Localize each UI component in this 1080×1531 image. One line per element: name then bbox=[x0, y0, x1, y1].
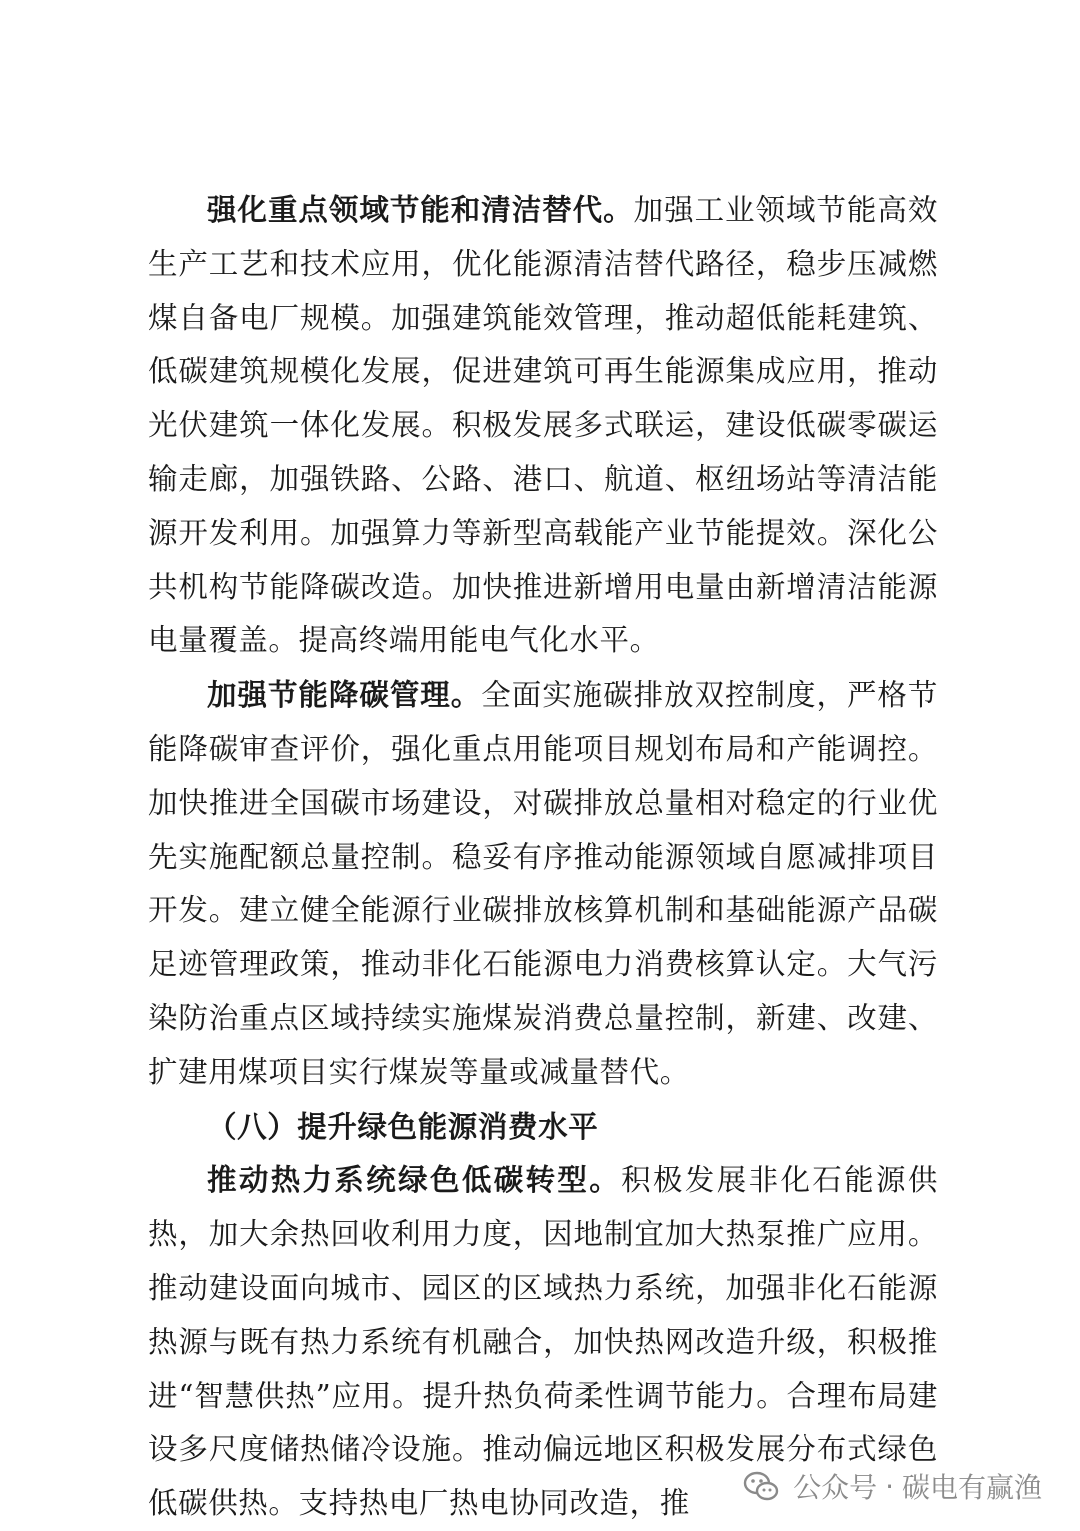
paragraph-lead: 推动热力系统绿色低碳转型。 bbox=[207, 1162, 622, 1198]
watermark-label: 公众号 bbox=[793, 1471, 878, 1504]
paragraph-energy-saving-substitution bbox=[148, 183, 938, 668]
watermark-account: 碳电有赢渔 bbox=[901, 1471, 1042, 1504]
paragraph-body: 积极发展非化石能源供热，加大余热回收利用力度，因地制宜加大热泵推广应用。推动建设面向城市、园区的区域热力系统，加强非化石能源热源与既有热力系统有机融合，加快热网改造升级，积极推进“智慧供热”应用。提升热负荷柔性调节能力。合理布局建设多尺度储热储冷设施。推动偏远地区积极发展分布式绿色低碳供热。支持热电厂热电协同改造，推 bbox=[148, 1163, 938, 1521]
watermark bbox=[741, 1464, 1042, 1508]
paragraph-body: 全面实施碳排放双控制度，严格节能降碳审查评价，强化重点用能项目规划布局和产能调控。加快推进全国碳市场建设，对碳排放总量相对稳定的行业优先实施配额总量控制。稳妥有序推动能源领域自愿减排项目开发。建立健全能源行业碳排放核算机制和基础能源产品碳足迹管理政策，推动非化石能源电力消费核算认定。大气污染防治重点区域持续实施煤炭消费总量控制，新建、改建、扩建用煤项目实行煤炭等量或减量替代。 bbox=[148, 678, 938, 1089]
paragraph-carbon-management bbox=[148, 668, 938, 1099]
paragraph-lead: 加强节能降碳管理。 bbox=[207, 677, 482, 713]
wechat-icon bbox=[741, 1466, 781, 1506]
document-body bbox=[148, 183, 938, 1531]
paragraph-lead: 强化重点领域节能和清洁替代。 bbox=[207, 192, 634, 227]
watermark-separator: · bbox=[885, 1469, 894, 1503]
section-heading: （八）提升绿色能源消费水平 bbox=[207, 1108, 599, 1144]
paragraph-body: 加强工业领域节能高效生产工艺和技术应用，优化能源清洁替代路径，稳步压减燃煤自备电厂规模。加强建筑能效管理，推动超低能耗建筑、低碳建筑规模化发展，促进建筑可再生能源集成应用，推动光伏建筑一体化发展。积极发展多式联运，建设低碳零碳运输走廊，加强铁路、公路、港口、航道、枢纽场站等清洁能源开发利用。加强算力等新型高载能产业节能提效。深化公共机构节能降碳改造。加快推进新增用电量由新增清洁能源电量覆盖。提高终端用能电气化水平。 bbox=[148, 193, 938, 658]
